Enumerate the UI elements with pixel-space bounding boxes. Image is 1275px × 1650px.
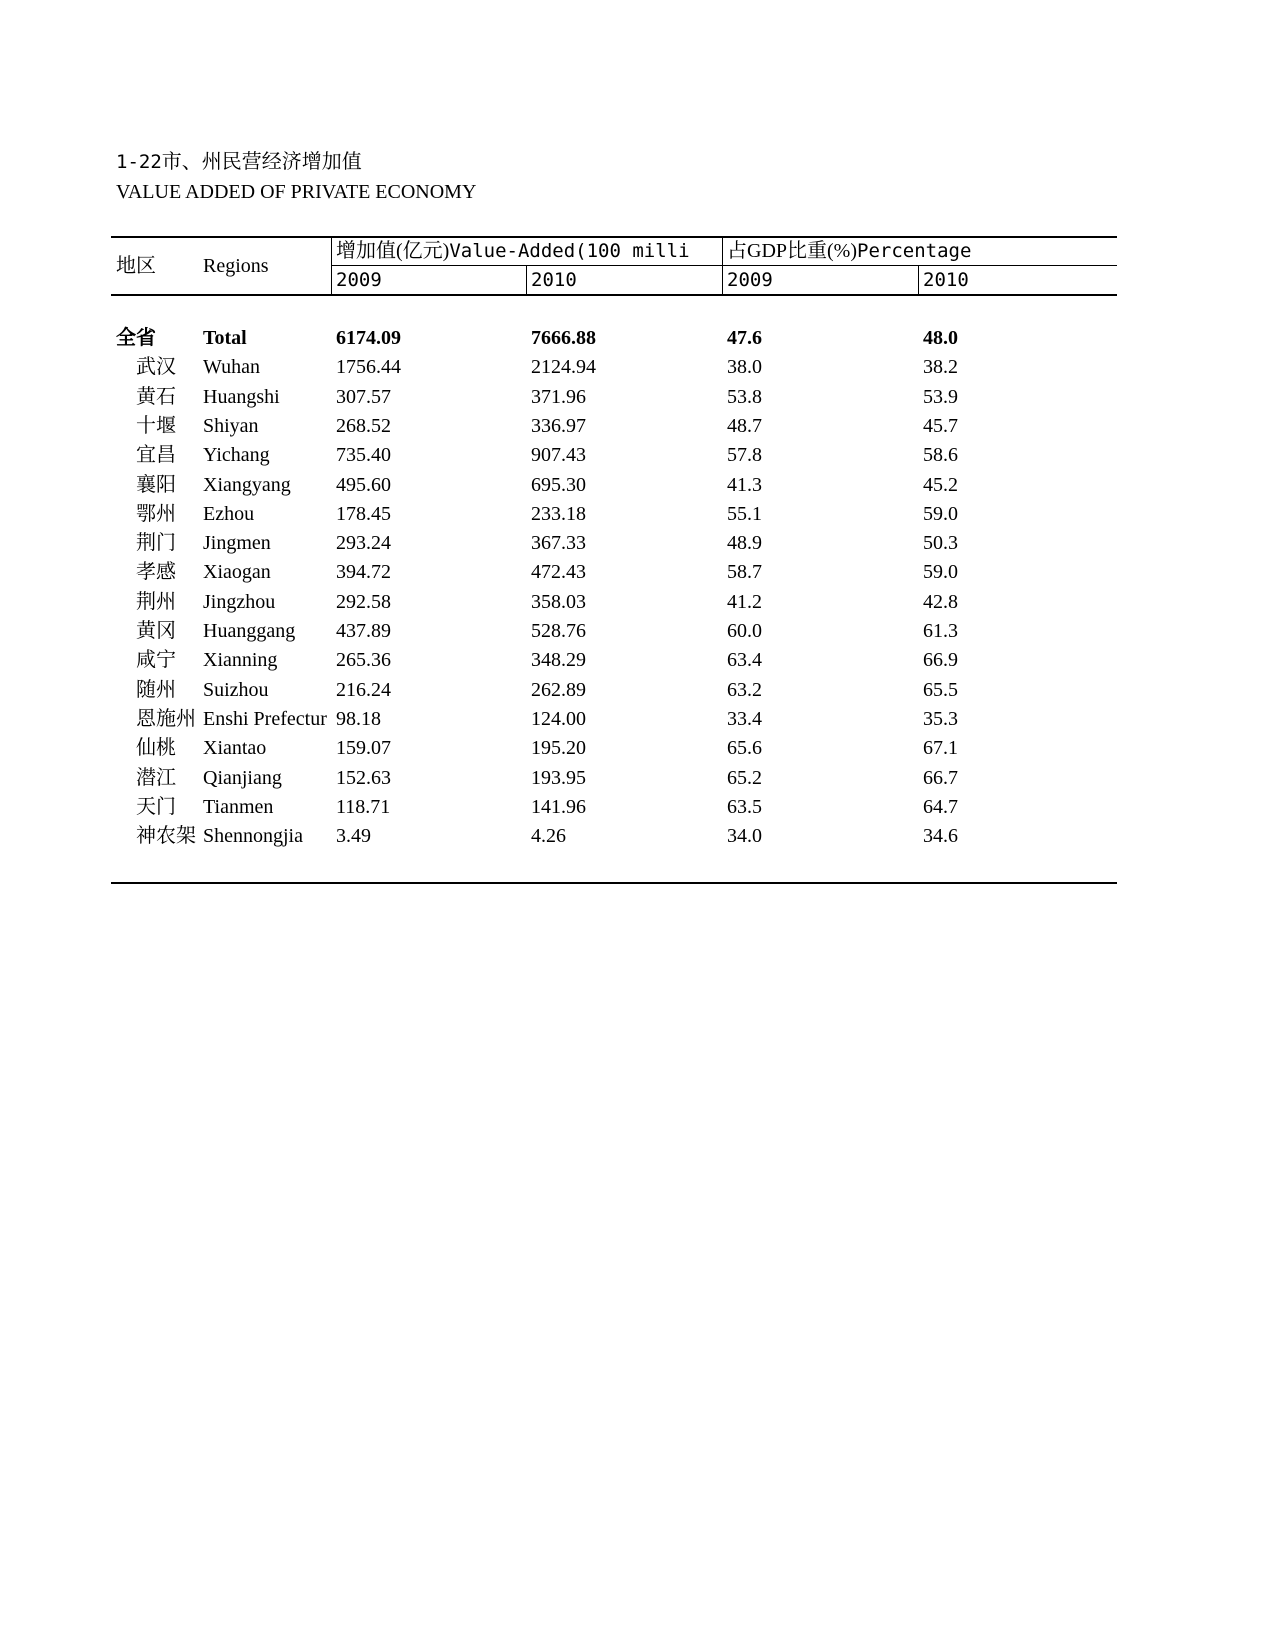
cell-gdp-share-2010: 53.9 — [923, 385, 958, 408]
cell-value-added-2009: 265.36 — [336, 649, 391, 672]
cell-gdp-share-2010: 59.0 — [923, 561, 958, 584]
cell-value-added-2010: 4.26 — [531, 825, 566, 848]
cell-region-en: Shennongjia — [203, 825, 303, 848]
cell-value-added-2010: 695.30 — [531, 473, 586, 496]
cell-value-added-2009: 6174.09 — [336, 327, 401, 349]
cell-value-added-2010: 124.00 — [531, 707, 586, 730]
header-value-added-cn: 增加值(亿元) — [336, 240, 450, 262]
cell-gdp-share-2010: 59.0 — [923, 502, 958, 525]
cell-region-en: Shiyan — [203, 414, 259, 437]
cell-value-added-2010: 367.33 — [531, 532, 586, 555]
cell-value-added-2010: 348.29 — [531, 649, 586, 672]
cell-gdp-share-2010: 50.3 — [923, 532, 958, 555]
cell-gdp-share-2009: 41.2 — [727, 590, 762, 613]
cell-region-cn: 荆州 — [136, 590, 176, 613]
cell-region-cn: 十堰 — [136, 414, 176, 437]
table-title-en: VALUE ADDED OF PRIVATE ECONOMY — [116, 181, 477, 203]
cell-gdp-share-2009: 41.3 — [727, 473, 762, 496]
cell-gdp-share-2010: 35.3 — [923, 707, 958, 730]
cell-region-en: Huangshi — [203, 385, 280, 408]
cell-value-added-2009: 3.49 — [336, 825, 371, 848]
cell-region-en: Ezhou — [203, 502, 255, 525]
cell-gdp-share-2009: 57.8 — [727, 444, 762, 467]
cell-gdp-share-2010: 64.7 — [923, 795, 958, 818]
header-year-pct-2010: 2010 — [923, 269, 969, 291]
cell-value-added-2009: 495.60 — [336, 473, 391, 496]
header-year-pct-2009: 2009 — [727, 269, 773, 291]
cell-region-en: Xianning — [203, 649, 278, 672]
cell-region-en: Yichang — [203, 444, 270, 467]
cell-gdp-share-2009: 34.0 — [727, 825, 762, 848]
cell-gdp-share-2010: 66.7 — [923, 766, 958, 789]
cell-region-en: Wuhan — [203, 356, 260, 379]
cell-value-added-2009: 118.71 — [336, 795, 391, 818]
cell-gdp-share-2010: 48.0 — [923, 327, 958, 349]
cell-gdp-share-2010: 38.2 — [923, 356, 958, 379]
cell-gdp-share-2010: 61.3 — [923, 620, 958, 642]
cell-region-cn: 武汉 — [136, 356, 176, 379]
cell-region-en: Suizhou — [203, 678, 269, 701]
cell-gdp-share-2010: 45.7 — [923, 414, 958, 437]
cell-value-added-2009: 293.24 — [336, 532, 391, 555]
cell-value-added-2009: 159.07 — [336, 737, 391, 760]
header-region-en: Regions — [203, 255, 269, 277]
cell-value-added-2009: 394.72 — [336, 561, 391, 584]
cell-value-added-2010: 233.18 — [531, 502, 586, 525]
cell-gdp-share-2009: 53.8 — [727, 385, 762, 408]
header-year-va-2009: 2009 — [336, 269, 382, 291]
cell-gdp-share-2010: 45.2 — [923, 473, 958, 496]
cell-value-added-2009: 292.58 — [336, 590, 391, 613]
cell-value-added-2009: 98.18 — [336, 707, 381, 730]
cell-region-cn: 鄂州 — [136, 502, 176, 525]
cell-gdp-share-2009: 65.2 — [727, 766, 762, 789]
cell-region-en: Xiaogan — [203, 561, 271, 584]
table-title-cn-text: 市、州民营经济增加值 — [161, 151, 362, 173]
cell-region-en: Jingzhou — [203, 590, 276, 613]
cell-value-added-2010: 195.20 — [531, 737, 586, 760]
cell-region-en: Jingmen — [203, 532, 271, 555]
cell-region-cn: 襄阳 — [136, 473, 176, 496]
cell-region-en: Huanggang — [203, 620, 296, 642]
cell-value-added-2010: 907.43 — [531, 444, 586, 467]
header-gdp-share-cn: 占GDP比重(%) — [727, 240, 857, 262]
cell-value-added-2010: 358.03 — [531, 590, 586, 613]
cell-value-added-2009: 268.52 — [336, 414, 391, 437]
cell-region-cn: 黄石 — [136, 385, 176, 408]
cell-value-added-2009: 735.40 — [336, 444, 391, 467]
cell-gdp-share-2009: 47.6 — [727, 327, 762, 349]
cell-region-en: Xiantao — [203, 737, 267, 760]
cell-gdp-share-2009: 63.2 — [727, 678, 762, 701]
cell-gdp-share-2009: 60.0 — [727, 620, 762, 642]
cell-gdp-share-2009: 63.4 — [727, 649, 762, 672]
cell-value-added-2009: 437.89 — [336, 620, 391, 642]
cell-value-added-2009: 152.63 — [336, 766, 391, 789]
cell-gdp-share-2010: 66.9 — [923, 649, 958, 672]
cell-value-added-2010: 7666.88 — [531, 327, 596, 349]
header-region-cn: 地区 — [116, 255, 156, 277]
cell-value-added-2009: 307.57 — [336, 385, 391, 408]
cell-value-added-2010: 371.96 — [531, 385, 586, 408]
cell-region-en: Total — [203, 327, 247, 349]
cell-region-cn: 天门 — [136, 795, 176, 818]
cell-value-added-2010: 193.95 — [531, 766, 586, 789]
cell-gdp-share-2010: 65.5 — [923, 678, 958, 701]
cell-value-added-2010: 336.97 — [531, 414, 586, 437]
cell-gdp-share-2009: 48.9 — [727, 532, 762, 555]
cell-region-en: Qianjiang — [203, 766, 282, 789]
header-value-added-en: Value-Added(100 milli — [449, 240, 690, 262]
cell-gdp-share-2009: 65.6 — [727, 737, 762, 760]
table-code: 1-22 — [116, 151, 162, 173]
cell-region-cn: 神农架 — [136, 825, 196, 848]
cell-region-cn: 随州 — [136, 678, 176, 701]
cell-value-added-2010: 141.96 — [531, 795, 586, 818]
cell-gdp-share-2010: 42.8 — [923, 590, 958, 613]
cell-gdp-share-2009: 58.7 — [727, 561, 762, 584]
cell-region-cn: 荆门 — [136, 532, 176, 555]
cell-gdp-share-2009: 38.0 — [727, 356, 762, 379]
cell-region-cn: 咸宁 — [136, 649, 176, 672]
cell-region-cn: 宜昌 — [136, 444, 176, 467]
cell-region-cn: 仙桃 — [136, 737, 176, 760]
cell-region-cn: 孝感 — [136, 561, 176, 584]
cell-gdp-share-2010: 67.1 — [923, 737, 958, 760]
cell-region-cn: 恩施州 — [136, 707, 196, 730]
header-year-va-2010: 2010 — [531, 269, 577, 291]
cell-region-cn: 全省 — [116, 327, 156, 349]
cell-region-cn: 潜江 — [136, 766, 176, 789]
cell-value-added-2010: 528.76 — [531, 620, 586, 642]
cell-gdp-share-2009: 48.7 — [727, 414, 762, 437]
cell-value-added-2009: 216.24 — [336, 678, 391, 701]
cell-gdp-share-2009: 63.5 — [727, 795, 762, 818]
cell-region-en: Tianmen — [203, 795, 274, 818]
cell-region-cn: 黄冈 — [136, 620, 176, 642]
cell-value-added-2010: 262.89 — [531, 678, 586, 701]
cell-value-added-2009: 1756.44 — [336, 356, 401, 379]
cell-value-added-2010: 2124.94 — [531, 356, 596, 379]
cell-value-added-2010: 472.43 — [531, 561, 586, 584]
cell-gdp-share-2009: 55.1 — [727, 502, 762, 525]
cell-gdp-share-2010: 58.6 — [923, 444, 958, 467]
header-gdp-share-en: Percentage — [857, 240, 972, 262]
cell-gdp-share-2010: 34.6 — [923, 825, 958, 848]
cell-region-en: Enshi Prefectur — [203, 707, 327, 730]
cell-region-en: Xiangyang — [203, 473, 291, 496]
cell-gdp-share-2009: 33.4 — [727, 707, 762, 730]
cell-value-added-2009: 178.45 — [336, 502, 391, 525]
